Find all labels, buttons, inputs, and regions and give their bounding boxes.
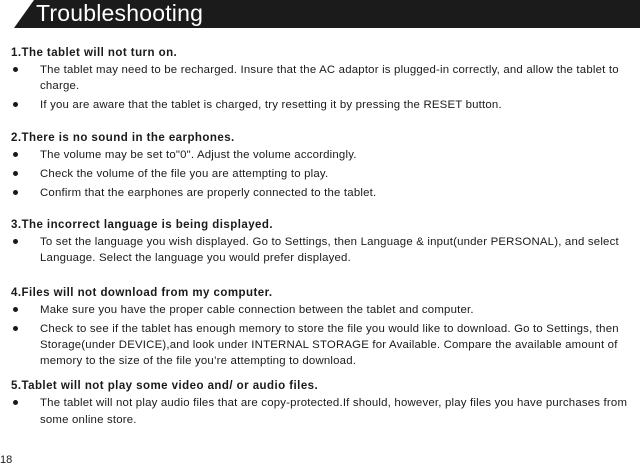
section-heading: 3.The incorrect language is being displayed. xyxy=(11,219,274,232)
list-item: The volume may be set to"0". Adjust the volume accordingly. xyxy=(11,147,640,163)
troubleshooting-content xyxy=(11,45,640,444)
section-download xyxy=(11,285,640,370)
page-title: Troubleshooting xyxy=(36,0,204,26)
section-heading: 4.Files will not download from my computer. xyxy=(11,286,273,299)
section-heading: 2.There is no sound in the earphones. xyxy=(11,131,235,144)
section-playback xyxy=(11,378,640,427)
section-no-sound xyxy=(11,130,640,202)
page-number: 18 xyxy=(0,454,13,466)
section-heading: 1.The tablet will not turn on. xyxy=(11,47,178,59)
list-item: If you are aware that the tablet is charged, try resetting it by pressing the RESET button. xyxy=(11,97,640,113)
section-language xyxy=(11,217,640,266)
list-item: To set the language you wish displayed. Go to Settings, then Language & input(under PERSONAL), and select Language. Select the language you would prefer displayed. xyxy=(11,234,640,266)
list-item: Check the volume of the file you are attempting to play. xyxy=(11,166,640,182)
list-item: Confirm that the earphones are properly connected to the tablet. xyxy=(11,185,640,201)
section-heading: 5.Tablet will not play some video and/ or audio files. xyxy=(11,380,319,393)
list-item: Make sure you have the proper cable connection between the tablet and computer. xyxy=(11,302,640,318)
list-item: The tablet may need to be recharged. Insure that the AC adaptor is plugged-in correctly, and allow the tablet to charge. xyxy=(11,62,640,94)
section-turn-on xyxy=(11,45,640,114)
list-item: The tablet will not play audio files that are copy-protected.If should, however, play files you have purchases from some online store. xyxy=(11,395,640,427)
list-item: Check to see if the tablet has enough memory to store the file you would like to download. Go to Settings, then Storage(under DEVICE),and look under INTERNAL STORAGE for Available. Compare the available amount of memory to the size of the file you’re attempting to download. xyxy=(11,321,640,370)
